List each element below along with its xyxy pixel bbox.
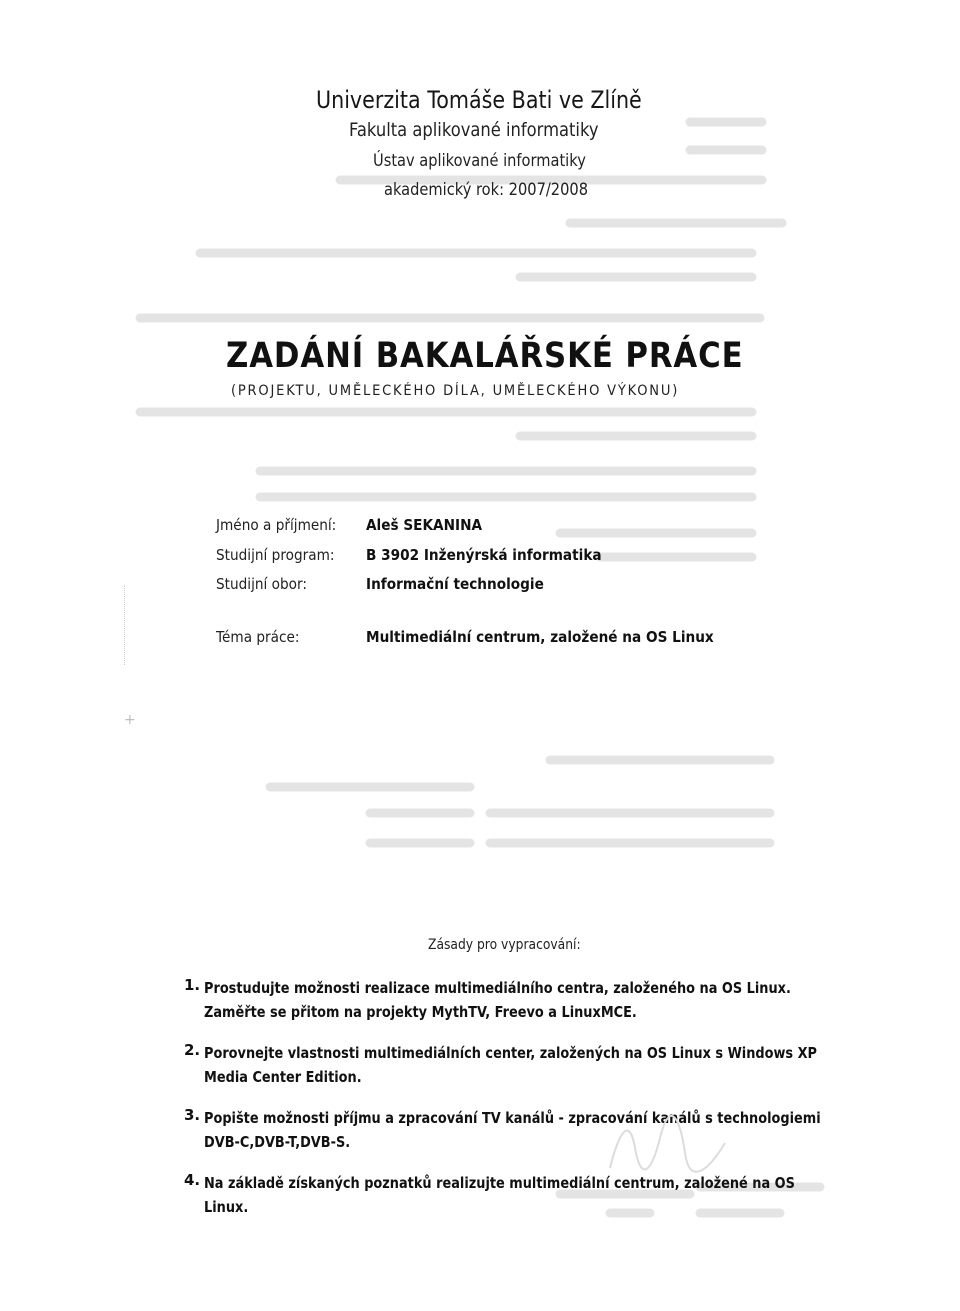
scan-artifact-line: [124, 585, 127, 665]
task-number: 2.: [184, 1041, 201, 1059]
institute-name: Ústav aplikované informatiky: [373, 151, 586, 171]
task-number: 4.: [184, 1171, 201, 1189]
task-number: 1.: [184, 976, 201, 994]
task-item: [184, 1106, 884, 1154]
document-subtitle: (PROJEKTU, UMĚLECKÉHO DÍLA, UMĚLECKÉHO VÝKONU): [231, 383, 680, 399]
field-value-field: Informační technologie: [366, 575, 544, 593]
task-item: [184, 1041, 884, 1089]
task-number: 3.: [184, 1106, 201, 1124]
principles-heading: Zásady pro vypracování:: [428, 937, 581, 953]
field-label-program: Studijní program:: [216, 546, 335, 564]
field-label-topic: Téma práce:: [216, 628, 300, 646]
task-text: Na základě získaných poznatků realizujte multimediální centrum, založené na OS Linux.: [204, 1174, 795, 1216]
university-name: Univerzita Tomáše Bati ve Zlíně: [316, 86, 642, 114]
signature-mark: [600, 1108, 740, 1188]
task-text: Porovnejte vlastnosti multimediálních center, založených na OS Linux s Windows XP Media Center Edition.: [204, 1044, 817, 1086]
field-label-name: Jméno a příjmení:: [216, 516, 337, 534]
academic-year: akademický rok: 2007/2008: [384, 180, 589, 200]
field-value-topic: Multimediální centrum, založené na OS Linux: [366, 628, 714, 646]
field-value-program: B 3902 Inženýrská informatika: [366, 546, 602, 564]
faculty-name: Fakulta aplikované informatiky: [349, 119, 599, 141]
task-item: [184, 976, 884, 1024]
task-list: [184, 976, 884, 1236]
field-value-name: Aleš SEKANINA: [366, 516, 483, 534]
document-title: ZADÁNÍ BAKALÁŘSKÉ PRÁCE: [226, 336, 744, 376]
field-label-field: Studijní obor:: [216, 575, 307, 593]
scan-artifact-mark: +: [124, 712, 136, 728]
task-text: Popište možnosti příjmu a zpracování TV kanálů - zpracování kanálů s technologiemi DVB-C,DVB-T,DVB-S.: [204, 1109, 821, 1151]
task-item: [184, 1171, 884, 1219]
task-text: Prostudujte možnosti realizace multimediálního centra, založeného na OS Linux. Zaměřte se přitom na projekty MythTV, Freevo a LinuxMCE.: [204, 979, 791, 1021]
